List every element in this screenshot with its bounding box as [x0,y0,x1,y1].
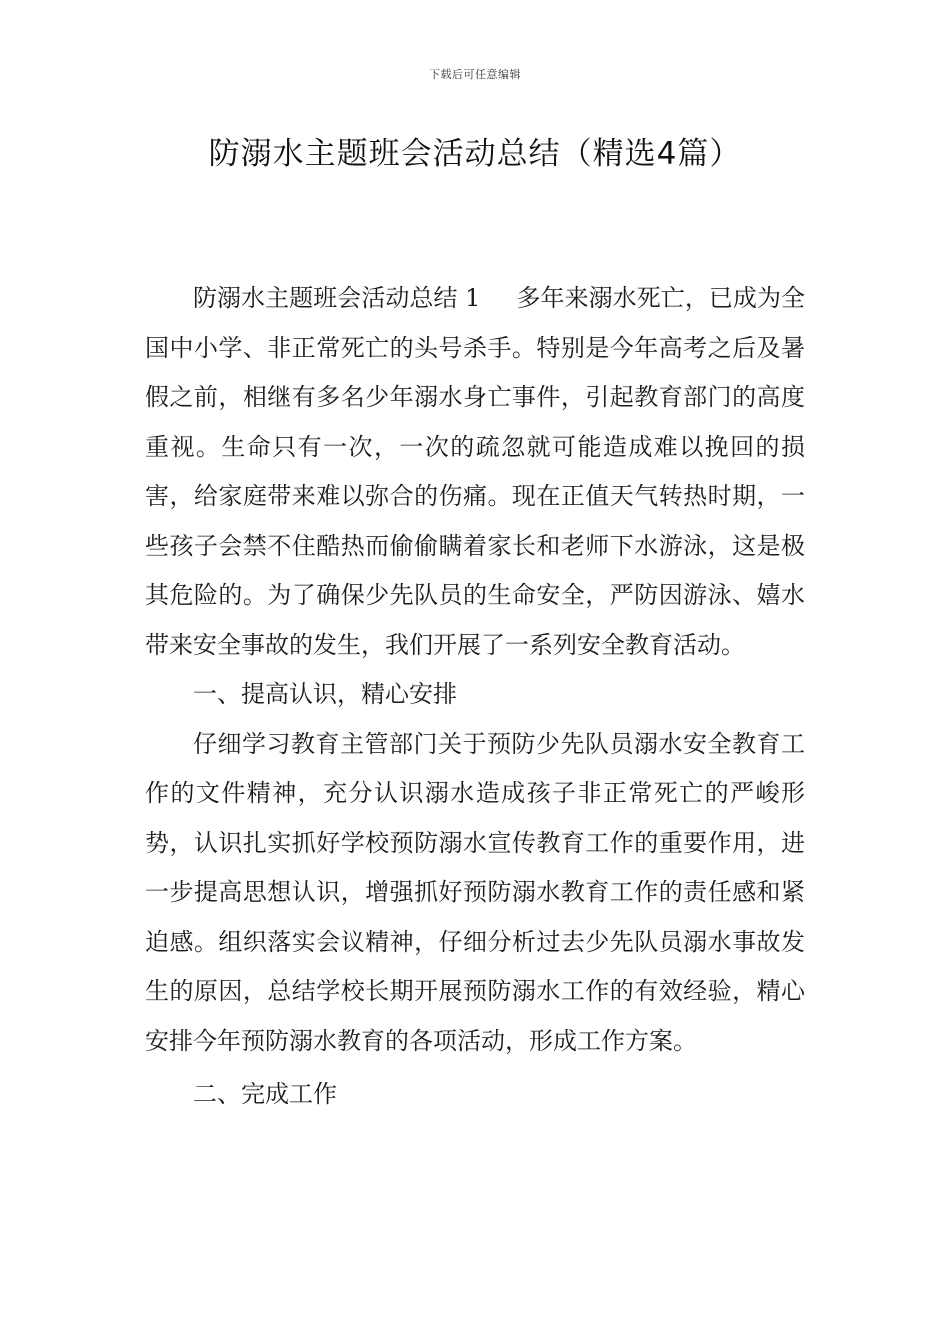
section-heading-2: 二、完成工作 [193,1080,337,1108]
article-label: 防溺水主题班会活动总结 1 [193,284,481,312]
document-title: 防溺水主题班会活动总结（精选4篇） [208,136,742,172]
header-note: 下载后可任意编辑 [429,68,521,81]
article-text: 多年来溺水死亡，已成为全国中小学、非正常死亡的头号杀手。特别是今年高考之后及暑假之前，相继有多名少年溺水身亡事件，引起教育部门的高度重视。生命只有一次，一次的疏忽就可能造成难以挽回的损害，给家庭带来难以弥合的伤痛。现在正值天气转热时期，一些孩子会禁不住酷热而偷偷瞒着家长和老师下水游泳，这是极其危险的。为了确保少先队员的生命安全，严防因游泳、嬉水带来安全事故的发生，我们开展了一系列安全教育活动。 [145,284,805,659]
section-paragraph-1: 仔细学习教育主管部门关于预防少先队员溺水安全教育工作的文件精神，充分认识溺水造成孩子非正常死亡的严峻形势，认识扎实抓好学校预防溺水宣传教育工作的重要作用，进一步提高思想认识，增强抓好预防溺水教育工作的责任感和紧迫感。组织落实会议精神，仔细分析过去少先队员溺水事故发生的原因，总结学校长期开展预防溺水工作的有效经验，精心安排今年预防溺水教育的各项活动，形成工作方案。 [145,729,805,1055]
section-heading-1: 一、提高认识，精心安排 [193,680,457,708]
document-body [145,274,805,1120]
paragraph-intro [145,274,805,670]
